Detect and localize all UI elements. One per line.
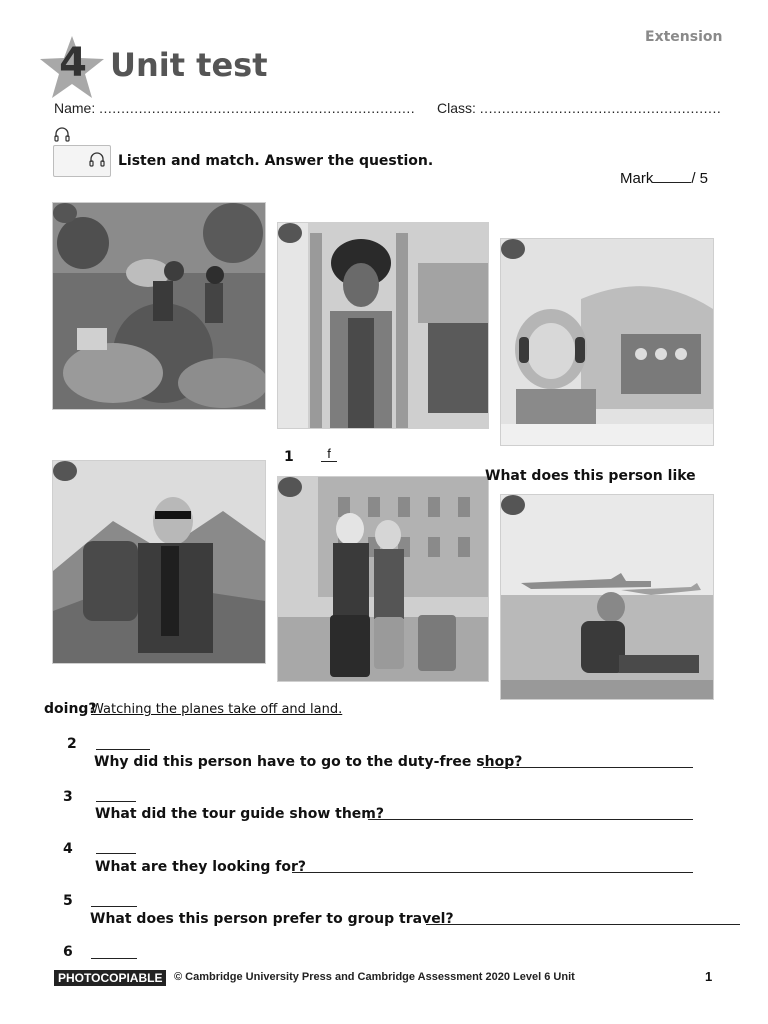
question-5-match-blank[interactable] <box>91 906 137 907</box>
extension-label: Extension <box>645 29 723 45</box>
class-dots: ....................................................... <box>479 100 722 116</box>
boy-watching-planes-image <box>501 495 713 699</box>
question-4-number: 4 <box>63 841 73 857</box>
question-3-answer-line[interactable] <box>368 819 693 820</box>
photo-airport-security[interactable] <box>277 222 489 429</box>
question-4-answer-line[interactable] <box>292 872 693 873</box>
hiker-with-backpack-image <box>53 461 265 663</box>
question-6-match-blank[interactable] <box>91 958 137 959</box>
name-label: Name: <box>54 100 96 116</box>
photo-cockpit-girl[interactable] <box>500 238 714 446</box>
question-2-text: Why did this person have to go to the duty-free shop? <box>94 754 523 770</box>
question-4-match-blank[interactable] <box>96 853 136 854</box>
mark-label: Mark <box>620 170 654 187</box>
class-field[interactable] <box>437 100 721 116</box>
audio-play-button[interactable] <box>53 145 111 177</box>
question-2-number: 2 <box>67 736 77 752</box>
headphones-icon <box>88 151 106 167</box>
question-5-answer-line[interactable] <box>426 924 740 925</box>
question-2-answer-line[interactable] <box>483 767 693 768</box>
page-number: 1 <box>705 969 713 984</box>
question-5-text: What does this person prefer to group travel? <box>90 911 454 927</box>
photo-jungle-hikers[interactable] <box>52 202 266 410</box>
girl-in-cockpit-image <box>501 239 713 445</box>
mark-total: / 5 <box>691 170 709 187</box>
name-field[interactable] <box>54 100 415 116</box>
question-6-number: 6 <box>63 944 73 960</box>
name-dots: ........................................................................ <box>99 100 416 116</box>
unit-number: 4 <box>59 40 87 86</box>
hikers-in-jungle-image <box>53 203 265 409</box>
question-3-number: 3 <box>63 789 73 805</box>
question-1-match[interactable]: f <box>321 446 337 462</box>
question-1-text-part2: doing? <box>44 701 97 717</box>
headphones-icon <box>53 126 71 142</box>
page-title: Unit test <box>110 46 268 84</box>
question-5-number: 5 <box>63 893 73 909</box>
question-3-text: What did the tour guide show them? <box>95 806 384 822</box>
mark-field <box>620 170 708 187</box>
class-label: Class: <box>437 100 476 116</box>
question-1-answer[interactable]: Watching the planes take off and land. <box>91 702 343 717</box>
women-with-suitcases-image <box>278 477 488 681</box>
copyright-text: © Cambridge University Press and Cambridge Assessment 2020 Level 6 Unit <box>174 971 575 983</box>
photocopiable-badge: PHOTOCOPIABLE <box>54 970 166 986</box>
photo-women-luggage[interactable] <box>277 476 489 682</box>
question-3-match-blank[interactable] <box>96 801 136 802</box>
question-4-text: What are they looking for? <box>95 859 307 875</box>
question-2-match-blank[interactable] <box>96 749 150 750</box>
photo-boy-airport[interactable] <box>500 494 714 700</box>
photo-mountain-hiker[interactable] <box>52 460 266 664</box>
instruction-text: Listen and match. Answer the question. <box>118 153 434 169</box>
woman-at-security-scanner-image <box>278 223 488 428</box>
question-1-number: 1 <box>284 449 294 465</box>
question-1-text-part1: What does this person like <box>485 468 696 484</box>
